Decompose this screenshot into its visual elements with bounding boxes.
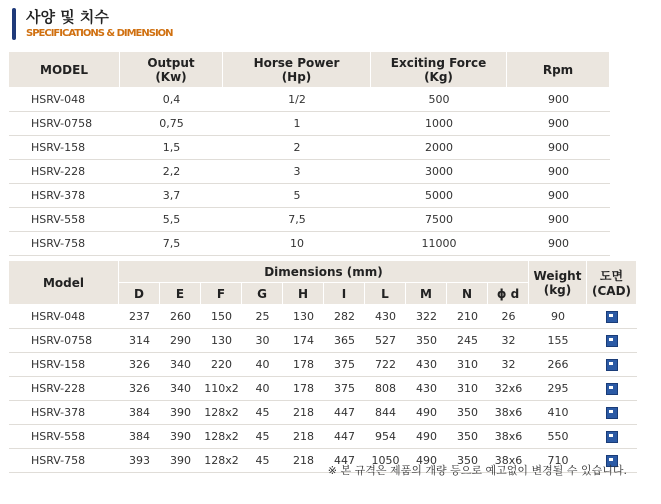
dim-model-cell: HSRV-378	[9, 401, 119, 425]
dim-subheader-cell: I	[324, 283, 365, 305]
cad-download-icon[interactable]	[606, 383, 618, 395]
dim-value-cell: 365	[324, 329, 365, 353]
dim-value-cell: 128x2	[201, 449, 242, 473]
dim-value-cell: 490	[406, 401, 447, 425]
dim-subheader-cell: L	[365, 283, 406, 305]
dim-value-cell: 38x6	[488, 449, 529, 473]
dim-subheader-cell: N	[447, 283, 488, 305]
cad-download-icon[interactable]	[606, 407, 618, 419]
dim-value-cell: 25	[242, 305, 283, 329]
dim-value-cell: 218	[283, 401, 324, 425]
dim-value-cell: 384	[119, 425, 160, 449]
dim-table-row	[9, 377, 637, 401]
spec-value-cell: 2	[223, 136, 371, 160]
dim-value-cell: 32x6	[488, 377, 529, 401]
dim-value-cell: 390	[160, 425, 201, 449]
dim-subheader-cell: G	[242, 283, 283, 305]
dim-value-cell: 218	[283, 425, 324, 449]
spec-value-cell: 900	[507, 232, 610, 256]
spec-value-cell: 3	[223, 160, 371, 184]
spec-table-row	[9, 184, 610, 208]
cad-download-icon[interactable]	[606, 359, 618, 371]
dim-value-cell: 310	[447, 377, 488, 401]
spec-header-horse-power: Horse Power (Hp)	[223, 52, 371, 88]
dim-weight-cell: 90	[529, 305, 587, 329]
spec-value-cell: 3000	[371, 160, 507, 184]
dim-value-cell: 32	[488, 353, 529, 377]
dim-value-cell: 282	[324, 305, 365, 329]
dim-value-cell: 218	[283, 449, 324, 473]
dim-value-cell: 178	[283, 377, 324, 401]
dim-weight-cell: 266	[529, 353, 587, 377]
dim-value-cell: 340	[160, 353, 201, 377]
dim-value-cell: 130	[283, 305, 324, 329]
spec-model-cell: HSRV-228	[9, 160, 120, 184]
spec-value-cell: 900	[507, 208, 610, 232]
dim-weight-cell: 410	[529, 401, 587, 425]
dim-value-cell: 722	[365, 353, 406, 377]
dim-value-cell: 40	[242, 377, 283, 401]
spec-header-model: MODEL	[9, 52, 120, 88]
section-header	[12, 6, 652, 42]
header-accent-bar	[12, 8, 16, 40]
dim-cad-cell	[587, 329, 637, 353]
dim-table-row	[9, 401, 637, 425]
spec-value-cell: 900	[507, 88, 610, 112]
dim-value-cell: 447	[324, 449, 365, 473]
spec-value-cell: 900	[507, 184, 610, 208]
spec-header-output: Output (Kw)	[120, 52, 223, 88]
dim-table-row	[9, 353, 637, 377]
spec-value-cell: 0,75	[120, 112, 223, 136]
dim-table-row	[9, 425, 637, 449]
spec-model-cell: HSRV-158	[9, 136, 120, 160]
spec-header-exciting-force: Exciting Force (Kg)	[371, 52, 507, 88]
dim-weight-cell: 295	[529, 377, 587, 401]
dim-value-cell: 310	[447, 353, 488, 377]
dim-value-cell: 178	[283, 353, 324, 377]
dim-subheader-cell: M	[406, 283, 447, 305]
dim-value-cell: 30	[242, 329, 283, 353]
dim-value-cell: 174	[283, 329, 324, 353]
spec-header-row	[9, 52, 610, 88]
spec-value-cell: 5000	[371, 184, 507, 208]
spec-value-cell: 7,5	[120, 232, 223, 256]
dim-subheader-cell: D	[119, 283, 160, 305]
dim-value-cell: 490	[406, 449, 447, 473]
spec-value-cell: 1,5	[120, 136, 223, 160]
dim-value-cell: 128x2	[201, 425, 242, 449]
dim-cad-cell	[587, 305, 637, 329]
dim-value-cell: 210	[447, 305, 488, 329]
dim-model-cell: HSRV-0758	[9, 329, 119, 353]
dim-value-cell: 447	[324, 401, 365, 425]
dim-value-cell: 110x2	[201, 377, 242, 401]
dim-value-cell: 447	[324, 425, 365, 449]
dimension-table	[9, 261, 637, 473]
dim-table-row	[9, 305, 637, 329]
dim-value-cell: 350	[447, 425, 488, 449]
spec-value-cell: 1/2	[223, 88, 371, 112]
dim-value-cell: 350	[447, 401, 488, 425]
dim-value-cell: 314	[119, 329, 160, 353]
spec-value-cell: 900	[507, 136, 610, 160]
spec-table-row	[9, 160, 610, 184]
spec-model-cell: HSRV-758	[9, 232, 120, 256]
dim-header-weight: Weight (kg)	[529, 261, 587, 305]
spec-table	[9, 52, 610, 256]
cad-download-icon[interactable]	[606, 335, 618, 347]
dim-header-dimensions: Dimensions (mm)	[119, 261, 529, 283]
spec-table-row	[9, 208, 610, 232]
dim-value-cell: 45	[242, 401, 283, 425]
dim-value-cell: 260	[160, 305, 201, 329]
dim-table-row	[9, 329, 637, 353]
dim-model-cell: HSRV-558	[9, 425, 119, 449]
cad-download-icon[interactable]	[606, 311, 618, 323]
spec-value-cell: 1	[223, 112, 371, 136]
dim-value-cell: 150	[201, 305, 242, 329]
spec-value-cell: 7500	[371, 208, 507, 232]
spec-value-cell: 900	[507, 160, 610, 184]
spec-value-cell: 0,4	[120, 88, 223, 112]
dim-model-cell: HSRV-048	[9, 305, 119, 329]
dim-value-cell: 350	[447, 449, 488, 473]
dim-value-cell: 430	[365, 305, 406, 329]
dim-value-cell: 1050	[365, 449, 406, 473]
spec-table-row	[9, 88, 610, 112]
spec-value-cell: 500	[371, 88, 507, 112]
spec-value-cell: 10	[223, 232, 371, 256]
dim-value-cell: 375	[324, 353, 365, 377]
dim-cad-cell	[587, 425, 637, 449]
dim-value-cell: 384	[119, 401, 160, 425]
spec-value-cell: 5	[223, 184, 371, 208]
spec-table-row	[9, 232, 610, 256]
spec-value-cell: 3,7	[120, 184, 223, 208]
dim-value-cell: 128x2	[201, 401, 242, 425]
dim-value-cell: 430	[406, 377, 447, 401]
dim-value-cell: 290	[160, 329, 201, 353]
dim-value-cell: 954	[365, 425, 406, 449]
spec-value-cell: 2000	[371, 136, 507, 160]
dim-value-cell: 326	[119, 353, 160, 377]
spec-table-row	[9, 136, 610, 160]
spec-model-cell: HSRV-378	[9, 184, 120, 208]
dim-subheader-cell: ϕ d	[488, 283, 529, 305]
dim-model-cell: HSRV-228	[9, 377, 119, 401]
dim-subheader-cell: E	[160, 283, 201, 305]
dim-subheader-cell: H	[283, 283, 324, 305]
dim-value-cell: 390	[160, 401, 201, 425]
spec-header-rpm: Rpm	[507, 52, 610, 88]
dim-value-cell: 45	[242, 425, 283, 449]
footnote: ※ 본 규격은 제품의 개량 등으로 예고없이 변경될 수 있습니다.	[327, 464, 627, 477]
spec-table-row	[9, 112, 610, 136]
spec-model-cell: HSRV-048	[9, 88, 120, 112]
dim-cad-cell	[587, 377, 637, 401]
dim-value-cell: 350	[406, 329, 447, 353]
dim-value-cell: 844	[365, 401, 406, 425]
dim-header-model: Model	[9, 261, 119, 305]
dim-value-cell: 375	[324, 377, 365, 401]
dim-value-cell: 45	[242, 449, 283, 473]
dim-header-cad: 도면 (CAD)	[587, 261, 637, 305]
dim-value-cell: 38x6	[488, 401, 529, 425]
dim-value-cell: 326	[119, 377, 160, 401]
dim-weight-cell: 550	[529, 425, 587, 449]
dim-value-cell: 527	[365, 329, 406, 353]
spec-value-cell: 7,5	[223, 208, 371, 232]
dim-value-cell: 220	[201, 353, 242, 377]
dim-value-cell: 340	[160, 377, 201, 401]
dim-value-cell: 26	[488, 305, 529, 329]
section-subtitle: SPECIFICATIONS & DIMENSION	[26, 28, 173, 39]
dim-value-cell: 237	[119, 305, 160, 329]
spec-model-cell: HSRV-0758	[9, 112, 120, 136]
dim-weight-cell: 155	[529, 329, 587, 353]
dim-value-cell: 40	[242, 353, 283, 377]
dim-value-cell: 32	[488, 329, 529, 353]
spec-value-cell: 900	[507, 112, 610, 136]
dim-value-cell: 322	[406, 305, 447, 329]
section-title: 사양 및 치수	[26, 8, 109, 26]
dim-model-cell: HSRV-158	[9, 353, 119, 377]
cad-download-icon[interactable]	[606, 431, 618, 443]
dim-value-cell: 390	[160, 449, 201, 473]
dim-value-cell: 38x6	[488, 425, 529, 449]
spec-value-cell: 5,5	[120, 208, 223, 232]
spec-model-cell: HSRV-558	[9, 208, 120, 232]
dim-subheader-cell: F	[201, 283, 242, 305]
dim-value-cell: 808	[365, 377, 406, 401]
dim-value-cell: 130	[201, 329, 242, 353]
dim-value-cell: 393	[119, 449, 160, 473]
spec-value-cell: 2,2	[120, 160, 223, 184]
dim-model-cell: HSRV-758	[9, 449, 119, 473]
dim-value-cell: 430	[406, 353, 447, 377]
spec-value-cell: 1000	[371, 112, 507, 136]
dim-weight-cell: 710	[529, 449, 587, 473]
dim-cad-cell	[587, 353, 637, 377]
dim-value-cell: 490	[406, 425, 447, 449]
dim-value-cell: 245	[447, 329, 488, 353]
spec-value-cell: 11000	[371, 232, 507, 256]
dim-header-row	[9, 261, 637, 283]
dim-cad-cell	[587, 401, 637, 425]
